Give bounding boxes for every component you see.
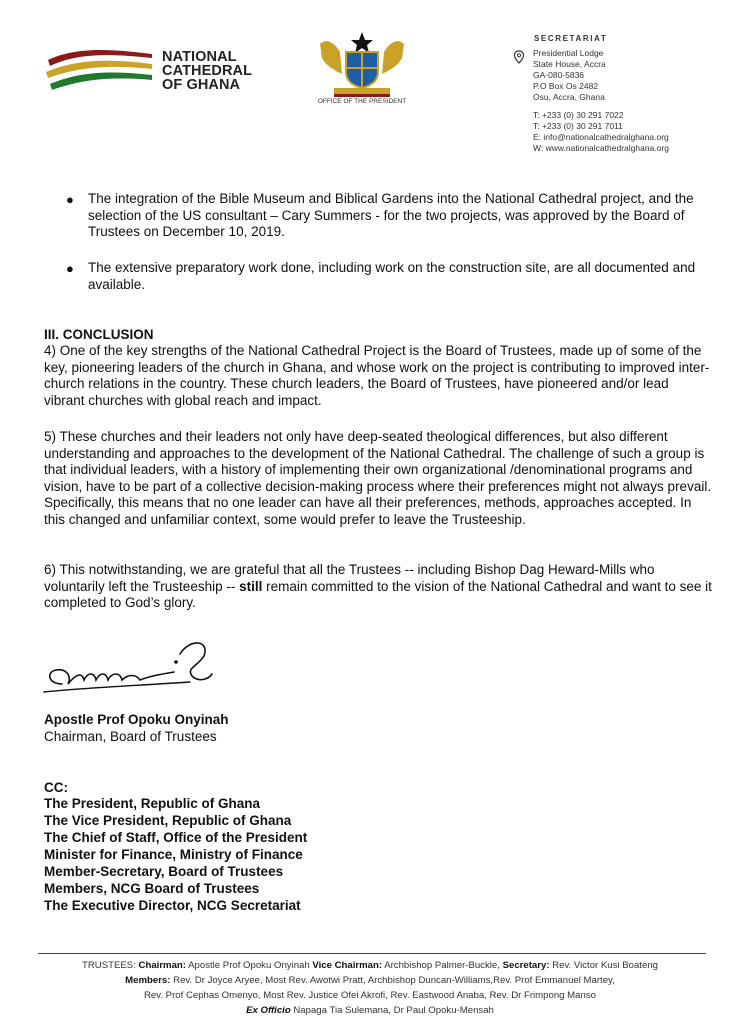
bullet-item: The integration of the Bible Museum and Biblical Gardens into the National Cathedral project, and the selection of the US consultant – Cary Summers - for the two projects, was approved by the Board of Trustees on December 10, 2019. bbox=[88, 191, 694, 239]
paragraph-4: 4) One of the key strengths of the National Cathedral Project is the Board of Trustees, made up of some of the key, pioneering leaders of the church in Ghana, and whose work on the project is contributing to improved inter-church relations in the country. These church leaders, the Board of Trustees, have pioneered and/or lead vibrant churches with global reach and impact. bbox=[44, 343, 710, 408]
footer-vice-label: Vice Chairman: bbox=[312, 960, 383, 971]
address-line: Osu, Accra, Ghana bbox=[533, 92, 605, 102]
footer-divider bbox=[38, 953, 706, 954]
bullet-marker: ● bbox=[66, 261, 74, 276]
address-line: State House, Accra bbox=[533, 59, 606, 69]
paragraph-6 bbox=[44, 562, 712, 612]
cc-recipient: The Executive Director, NCG Secretariat bbox=[44, 898, 301, 913]
cc-label: CC: bbox=[44, 780, 68, 795]
paragraph-6-text: 6) This notwithstanding, we are grateful that all the Trustees -- including Bishop Dag Heward-Mills who voluntarily left the Trusteeship -- bbox=[44, 562, 655, 594]
bullet-marker: ● bbox=[66, 192, 74, 207]
footer-members-2: Rev. Prof Cephas Omenyo, Most Rev. Justice Ofei Akrofi, Rev. Eastwood Anaba, Rev. Dr Frimpong Manso bbox=[144, 990, 596, 1001]
footer-chairman-label: Chairman: bbox=[138, 960, 186, 971]
cc-recipient: The Vice President, Republic of Ghana bbox=[44, 813, 292, 828]
handwritten-signature bbox=[40, 628, 220, 704]
footer-vice: Archbishop Palmer-Buckle, bbox=[384, 960, 500, 971]
paragraph-5: 5) These churches and their leaders not only have deep-seated theological differences, but also different understanding and approaches to the development of the National Cathedral. The challenge of such a group is that individual leaders, with a history of implementing their own organizational /denominational programs and vision, have to be part of a collective decision-making process where their preferences might not always prevail. Specifically, this means that no one leader can have all their preferences, methods, approaches accepted. In this changed and unfamiliar context, some would prefer to leave the Trusteeship. bbox=[44, 429, 712, 527]
phone-line: T: +233 (0) 30 291 7022 bbox=[533, 110, 624, 120]
ghana-coat-of-arms-icon bbox=[312, 30, 412, 98]
cc-recipient: Minister for Finance, Ministry of Finance bbox=[44, 847, 303, 862]
footer-secretary: Rev. Victor Kusi Boateng bbox=[552, 960, 658, 971]
org-name-line-2: CATHEDRAL bbox=[162, 63, 253, 79]
email-line: E: info@nationalcathedralghana.org bbox=[533, 132, 669, 142]
cc-recipient: The Chief of Staff, Office of the President bbox=[44, 830, 308, 845]
cc-recipient: The President, Republic of Ghana bbox=[44, 796, 261, 811]
footer-ex-officio-names: Napaga Tia Sulemana, Dr Paul Opoku-Mensah bbox=[293, 1005, 494, 1016]
footer-trustees-label: TRUSTEES: bbox=[82, 960, 136, 971]
footer-members-label: Members: bbox=[125, 975, 171, 986]
bullet-item: The extensive preparatory work done, including work on the construction site, are all documented and available. bbox=[88, 260, 696, 292]
footer-members-1 bbox=[20, 973, 720, 989]
crest-caption: OFFICE OF THE PRESIDENT bbox=[317, 98, 407, 105]
paragraph-6-text: remain committed to the vision of the National Cathedral and want to see it completed to God’s glory. bbox=[44, 578, 712, 610]
footer-members: Rev. Dr Joyce Aryee, Most Rev. Awotwi Pratt, Archbishop Duncan-Williams,Rev. Prof Emmanuel Martey, bbox=[173, 975, 615, 986]
address-line: GA-080-5836 bbox=[533, 70, 585, 80]
footer-ex-officio-label: Ex Officio bbox=[246, 1005, 291, 1016]
signatory-title: Chairman, Board of Trustees bbox=[44, 729, 217, 744]
phone-line: T: +233 (0) 30 291 7011 bbox=[533, 121, 623, 131]
website-line: W: www.nationalcathedralghana.org bbox=[533, 143, 669, 153]
address-line: P.O Box Os 2482 bbox=[533, 81, 599, 91]
footer-ex-officio bbox=[20, 1003, 720, 1019]
location-pin-icon bbox=[513, 50, 525, 64]
cc-recipient: Member-Secretary, Board of Trustees bbox=[44, 864, 284, 879]
footer-officers bbox=[20, 958, 720, 974]
org-name-line-1: NATIONAL bbox=[162, 49, 237, 65]
secretariat-heading: SECRETARIAT bbox=[534, 34, 608, 43]
cc-recipient: Members, NCG Board of Trustees bbox=[44, 881, 260, 896]
section-heading: III. CONCLUSION bbox=[44, 327, 154, 342]
national-cathedral-logo-mark bbox=[44, 46, 156, 92]
address-line: Presidential Lodge bbox=[533, 48, 604, 58]
footer-secretary-label: Secretary: bbox=[502, 960, 550, 971]
footer-chairman: Apostle Prof Opoku Onyinah bbox=[188, 960, 310, 971]
paragraph-6-emphasis: still bbox=[239, 578, 263, 594]
org-name-line-3: OF GHANA bbox=[162, 77, 241, 93]
signatory-name: Apostle Prof Opoku Onyinah bbox=[44, 712, 229, 727]
